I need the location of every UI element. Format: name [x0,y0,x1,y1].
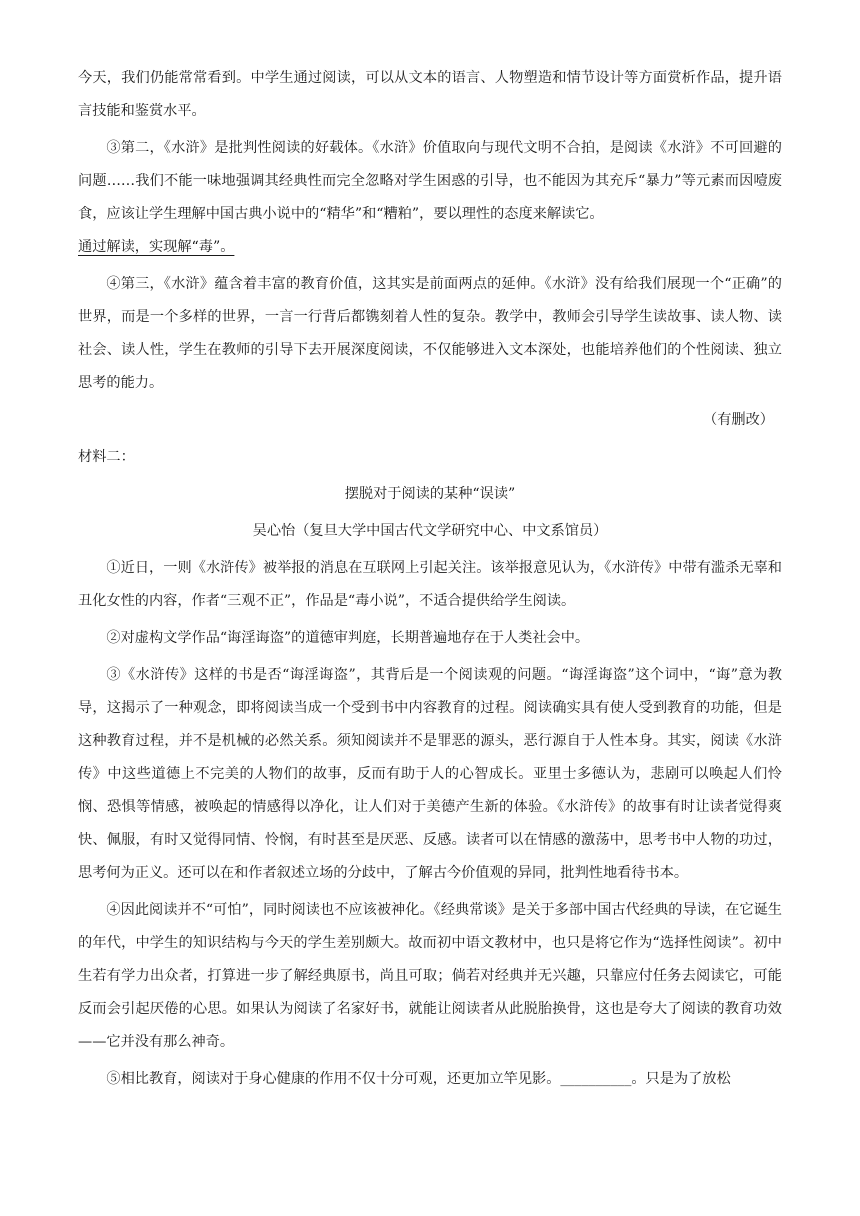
paragraph-material1-4: ④第三，《水浒》蕴含着丰富的教育价值，这其实是前面两点的延伸。《水浒》没有给我们展现一个“正确”的世界，而是一个多样的世界，一言一行背后都镌刻着人性的复杂。教学中，教师会引导学生读故事、读人物、读社会、读人性，学生在教师的引导下去开展深度阅读，不仅能够进入文本深处，也能培养他们的个性阅读、独立思考的能力。 [78,276,782,391]
article-title: 摆脱对于阅读的某种“误读” [344,486,516,502]
underlined-sentence: 通过解读，实现解“毒”。 [78,239,235,255]
article-author: 吴心怡（复旦大学中国古代文学研究中心、中文系馆员） [252,523,608,539]
paragraph-text: 。只是为了放松 [631,1071,731,1087]
paragraph-text: ⑤相比教育，阅读对于身心健康的作用不仅十分可观，还更加立竿见影。 [106,1071,561,1087]
paragraph-text: ③第二，《水浒》是批判性阅读的好载体。《水浒》价值取向与现代文明不合拍，是阅读《水浒》不可回避的问题……我们不能一味地强调其经典性而完全忽略对学生困惑的引导，也不能因为其充斥“暴力”等元素而因噎废食，应该让学生理解中国古典小说中的“精华”和“糟粕”，要以理性的态度来解读它。 [78,140,782,222]
material2-label: 材料二： [78,449,135,465]
paragraph-material2-2: ②对虚构文学作品“诲淫诲盗”的道德审判庭，长期普遍地存在于人类社会中。 [106,630,590,646]
edit-note: （有删改） [703,412,774,428]
paragraph-material1-3 [78,132,782,264]
paragraph-material2-3: ③《水浒传》这样的书是否“诲淫诲盗”，其背后是一个阅读观的问题。“诲淫诲盗”这个词中，“诲”意为教导，这揭示了一种观念，即将阅读当成一个受到书中内容教育的过程。阅读确实具有使人受到教育的功能，但是这种教育过程，并不是机械的必然关系。须知阅读并不是罪恶的源头，恶行源自于人性本身。其实，阅读《水浒传》中这些道德上不完美的人物们的故事，反而有助于人的心智成长。亚里士多德认为，悲剧可以唤起人们怜悯、恐惧等情感，被唤起的情感得以净化，让人们对于美德产生新的体验。《水浒传》的故事有时让读者觉得爽快、佩服，有时又觉得同情、怜悯，有时甚至是厌恶、反感。读者可以在情感的激荡中，思考书中人物的功过，思考何为正义。还可以在和作者叙述立场的分歧中，了解古今价值观的异同，批判性地看待书本。 [78,667,782,881]
paragraph-material2-4: ④因此阅读并不“可怕”，同时阅读也不应该被神化。《经典常谈》是关于多部中国古代经典的导读，在它诞生的年代，中学生的知识结构与今天的学生差别颇大。故而初中语文教材中，也只是将它作为“选择性阅读”。初中生若有学力出众者，打算进一步了解经典原书，尚且可取；倘若对经典并无兴趣，只靠应付任务去阅读它，可能反而会引起厌倦的心思。如果认为阅读了名家好书，就能让阅读者从此脱胎换骨，这也是夸大了阅读的教育功效——它并没有那么神奇。 [78,902,782,1050]
document-page [78,62,782,1100]
fill-in-blank: __________ [560,1071,632,1087]
paragraph-material2-5 [78,1063,782,1096]
paragraph-material1-continued: 今天，我们仍能常常看到。中学生通过阅读，可以从文本的语言、人物塑造和情节设计等方面赏析作品，提升语言技能和鉴赏水平。 [78,70,782,119]
paragraph-material2-1: ①近日，一则《水浒传》被举报的消息在互联网上引起关注。该举报意见认为，《水浒传》中带有滥杀无辜和丑化女性的内容，作者“三观不正”，作品是“毒小说”，不适合提供给学生阅读。 [78,560,782,609]
